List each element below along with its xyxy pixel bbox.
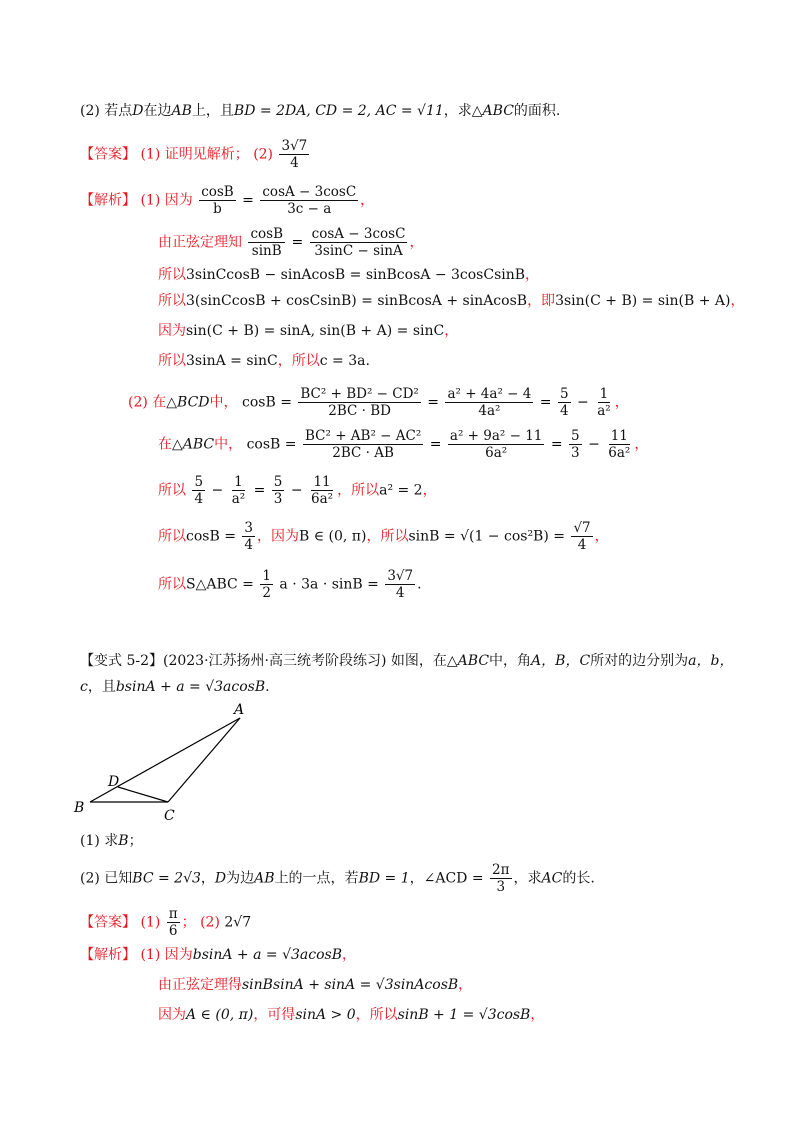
label-c: C <box>164 808 175 824</box>
analysis-line-10: 所以cosB = $\frac{3}{4}$ ，因为B ∈ (0, π)，所以sinB = √(1 − cos²B) = $\frac{√7}{4}$ ， <box>158 520 609 553</box>
label-b: B <box>74 800 85 816</box>
analysis-line-9: 所以 $\frac{5}{4}$ − $\frac{1}{\text{a²}}$ = $\frac{5}{3}$ − $\frac{11}{\text{6a²}}$ ，所以a² = 2， <box>158 474 437 507</box>
variant-q1: (1) 求B； <box>80 833 143 849</box>
variant-condition: c，且bsinA + a = √3acosB. <box>80 679 270 695</box>
analysis-line-1: 【解析】 (1) 因为 $\frac{\cos B}{b}$ = $\frac{\cos A - 3\cos C}{3c - a}$ ， <box>80 184 375 217</box>
analysis2-line-2: 由正弦定理得sinBsinA + sinA = √3sinAcosB， <box>158 977 473 993</box>
analysis-line-7: (2) 在△BCD中， cosB = $\frac{\text{BC² + BD² − CD²}}{2BC \cdot BD}$ = $\frac{\text{a² + 4a² − 4}}{\text{4a²}}$ = $\frac{5}{4}$ − $\frac{1}{\text{a²}}$ ， <box>128 386 629 419</box>
analysis-line-6: 所以3sinA = sinC，所以c = 3a. <box>158 353 370 369</box>
analysis-line-8: 在△ABC中， cosB = $\frac{\text{BC² + AB² − AC²}}{2BC \cdot AB}$ = $\frac{\text{a² + 9a² − 11}}{\text{6a²}}$ = $\frac{5}{3}$ − $\frac{11}{\text{6a²}}$ ， <box>158 428 649 461</box>
variant-heading: 【变式 5-2】(2023·江苏扬州·高三统考阶段练习) 如图，在△ABC中，角A，B，C所对的边分别为a，b， <box>80 653 734 669</box>
answer-line-1: 【答案】 (1) 证明见解析； (2) $\frac{3√7}{4}$ <box>80 138 308 171</box>
analysis-line-5: 因为sin(C + B) = sinA, sin(B + A) = sinC， <box>158 323 459 339</box>
triangle-diagram <box>70 700 270 830</box>
answer-line-2: 【答案】 (1) $\frac{\pi}{6}$ ； (2) 2√7 <box>80 906 252 939</box>
analysis-line-3: 所以3sinCcosB − sinAcosB = sinBcosA − 3cosCsinB， <box>158 267 540 283</box>
part2-question: (2) 若点D在边AB上，且BD = 2DA, CD = 2, AC = √11，求△ABC的面积. <box>80 103 561 119</box>
side-ac <box>168 718 240 802</box>
analysis-line-2: 由正弦定理知 $\frac{\cos B}{\sin B}$ = $\frac{\cos A - 3\cos C}{3\sin C - \sin A}$ ， <box>158 226 424 259</box>
analysis-line-11: 所以S△ABC = $\frac{1}{2}$ a · 3a · sinB = $\frac{3√7}{4}$ . <box>158 568 422 601</box>
label-a: A <box>234 702 245 718</box>
segment-cd <box>118 787 168 802</box>
analysis2-line-3: 因为A ∈ (0, π)，可得sinA > 0，所以sinB + 1 = √3cosB， <box>158 1007 545 1023</box>
variant-q2: (2) 已知BC = 2√3，D为边AB上的一点，若BD = 1，∠ACD = $\frac{2\pi}{3}$ ，求AC的长. <box>80 862 595 895</box>
label-d: D <box>108 774 120 790</box>
analysis-line-4: 所以3(sinCcosB + cosCsinB) = sinBcosA + sinAcosB，即3sin(C + B) = sin(B + A)， <box>158 293 745 309</box>
analysis2-line-1: 【解析】 (1) 因为bsinA + a = √3acosB， <box>80 947 357 963</box>
